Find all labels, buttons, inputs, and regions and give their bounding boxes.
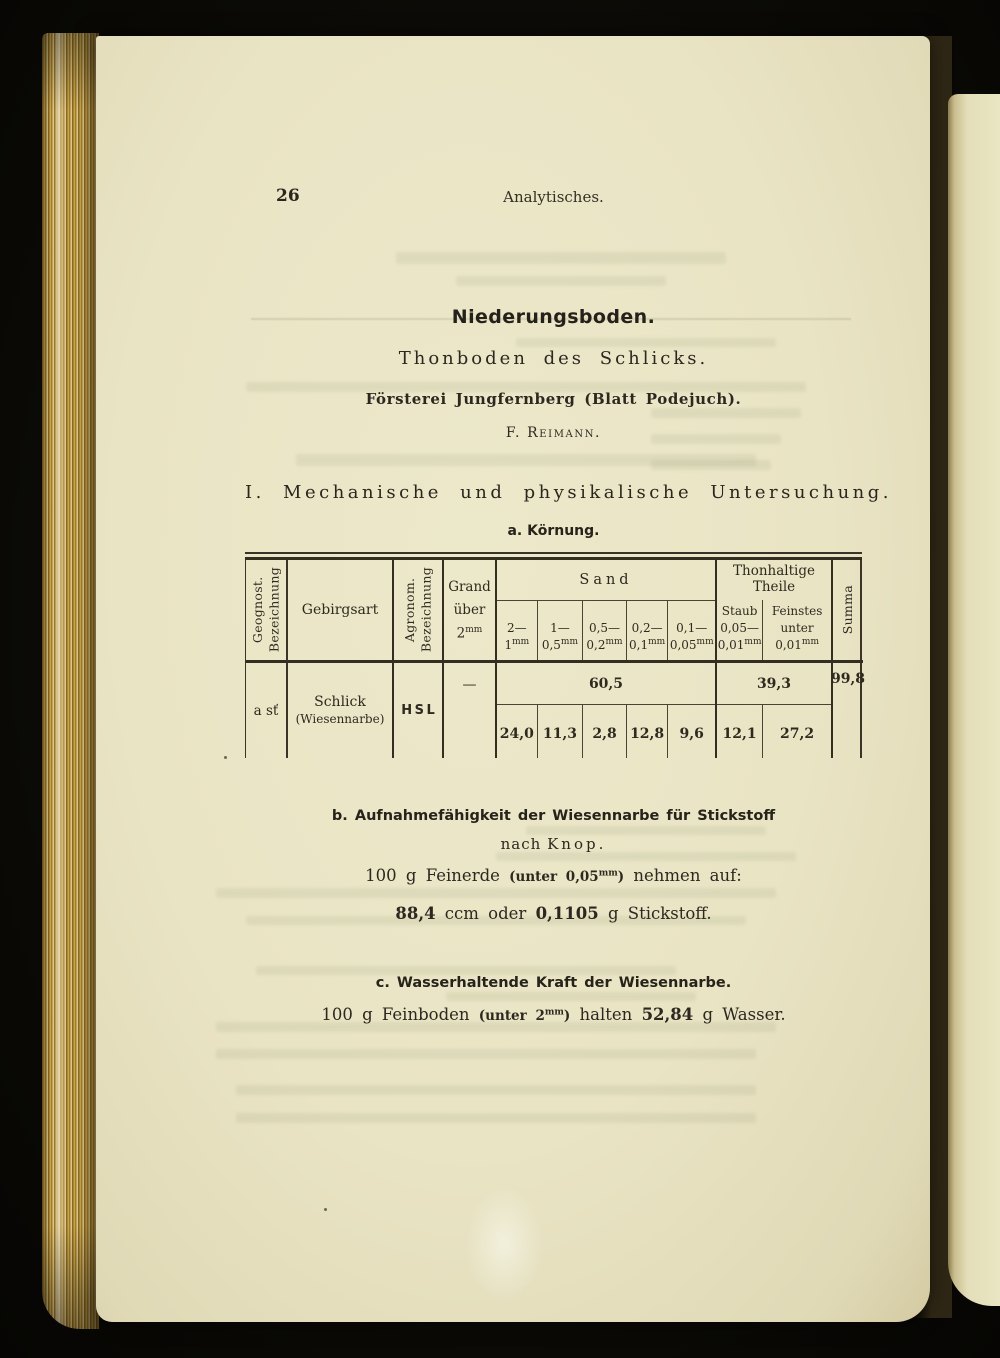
nitrogen-result-line: 88,4 ccm oder 0,1105 g Stickstoff.	[395, 904, 712, 923]
thon-subheaders	[717, 600, 831, 660]
header-gebirgsart: Gebirgsart	[288, 560, 394, 663]
page-number: 26	[276, 186, 300, 206]
showthrough-artifact	[216, 888, 776, 898]
sand-value: 11,3	[537, 705, 583, 758]
running-header: Analytisches.	[503, 188, 604, 206]
thon-values	[717, 705, 831, 758]
page-stain	[464, 1184, 544, 1304]
dust-speck	[324, 1208, 327, 1211]
sand-value: 24,0	[499, 725, 534, 742]
cell-geognost: a sť	[246, 663, 288, 758]
subsection-b-heading: b. Aufnahmefähigkeit der Wiesennarbe für Stickstoff	[331, 808, 776, 824]
cell-summa: 99,8	[830, 671, 866, 687]
showthrough-artifact	[651, 408, 801, 418]
section-heading: I. Mechanische und physikalische Untersuchung.	[245, 482, 893, 503]
thon-col-header: Staub 0,05— $0,01^{mm}$	[717, 604, 762, 652]
subsection-a-heading: a. Körnung.	[507, 523, 600, 539]
cell-thon-group	[717, 663, 833, 758]
showthrough-artifact	[216, 1049, 756, 1059]
thon-total: 39,3	[717, 663, 831, 705]
sand-col-header: 1— $0,5^{mm}$	[537, 601, 583, 660]
sand-value: 2,8	[582, 705, 626, 758]
header-sand-group	[497, 560, 717, 663]
header-summa: Summa	[833, 560, 863, 663]
subtitle: Thonboden des Schlicks.	[398, 348, 709, 369]
header-geognost: Geognost. Bezeichnung	[246, 560, 288, 663]
header-thon-group	[717, 560, 833, 663]
thon-group-label: Thonhaltige Theile	[733, 563, 815, 595]
subsection-c-heading: c. Wasserhaltende Kraft der Wiesennarbe.	[375, 975, 732, 991]
sand-col-header: 2— $1^{mm}$	[504, 620, 530, 652]
cell-agronom: HSL	[394, 663, 444, 758]
showthrough-artifact	[296, 454, 756, 466]
sand-values	[497, 705, 715, 758]
table-top-rule-thin	[245, 552, 862, 554]
sand-col-header: 0,2— $0,1^{mm}$	[626, 601, 668, 660]
sand-group-label: Sand	[497, 560, 715, 601]
cell-grand: —	[444, 663, 497, 758]
showthrough-artifact	[496, 852, 796, 861]
nitrogen-absorption-line: 100 g Feinerde (unter $0,05^{mm}$) nehmen auf:	[365, 866, 742, 885]
thon-value: 12,1	[722, 725, 757, 742]
cell-gebirgsart: Schlick (Wiesennarbe)	[288, 663, 394, 758]
cell-sand-group	[497, 663, 717, 758]
showthrough-artifact	[396, 252, 726, 264]
sand-value: 12,8	[626, 705, 668, 758]
author-line: F. Reimann.	[505, 425, 602, 441]
sand-value: 9,6	[667, 705, 715, 758]
showthrough-artifact	[526, 826, 766, 835]
water-capacity-line: 100 g Feinboden (unter $2^{mm}$) halten 52,84 g Wasser.	[321, 1005, 786, 1024]
thon-col-header: Feinstes unter $0,01^{mm}$	[762, 600, 831, 660]
showthrough-artifact	[446, 992, 696, 1001]
sand-subheaders	[497, 601, 715, 660]
table-grid	[245, 560, 866, 758]
showthrough-artifact	[516, 338, 776, 347]
showthrough-artifact	[456, 276, 666, 286]
header-agronom: Agronom. Bezeichnung	[394, 560, 444, 663]
dust-speck	[224, 756, 227, 759]
book-page	[96, 36, 930, 1322]
grain-size-table	[245, 552, 866, 758]
showthrough-artifact	[256, 966, 676, 975]
thon-value: 27,2	[762, 705, 831, 758]
sand-col-header: 0,5— $0,2^{mm}$	[582, 601, 626, 660]
page-edge-stack	[42, 33, 99, 1329]
page-title: Niederungsboden.	[451, 306, 656, 328]
subsection-b-heading2: nach Knop.	[500, 835, 607, 853]
showthrough-artifact	[236, 1085, 756, 1095]
header-grand: Grand über $2^{mm}$	[444, 560, 497, 663]
sand-col-header: 0,1— $0,05^{mm}$	[667, 601, 715, 660]
sand-total: 60,5	[497, 663, 715, 705]
adjacent-page-edge	[948, 94, 1000, 1306]
showthrough-artifact	[236, 1113, 756, 1123]
location-line: Försterei Jungfernberg (Blatt Podejuch).	[365, 390, 742, 408]
